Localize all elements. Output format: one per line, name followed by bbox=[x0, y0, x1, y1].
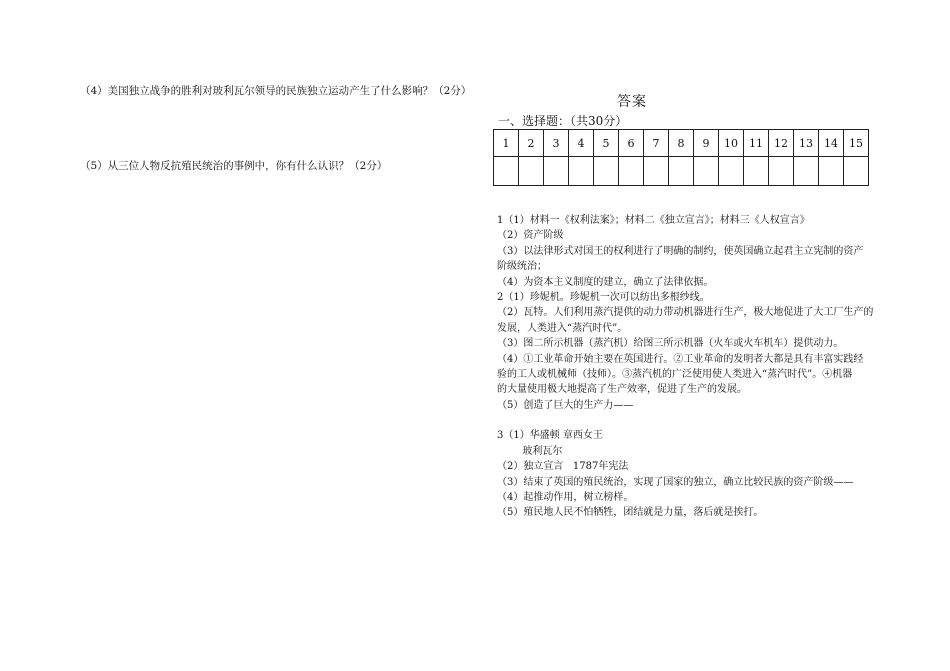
choice-answer-cell bbox=[519, 157, 544, 186]
choice-answer-cell bbox=[669, 157, 694, 186]
choice-number-cell: 9 bbox=[694, 130, 719, 157]
choice-answer-cell bbox=[694, 157, 719, 186]
section-one-heading: 一、选择题：（共30分） bbox=[498, 114, 628, 128]
choice-answer-row bbox=[494, 157, 869, 186]
choice-answer-cell bbox=[544, 157, 569, 186]
choice-number-cell: 10 bbox=[719, 130, 744, 157]
answer-line: 玻利瓦尔 bbox=[497, 445, 563, 457]
answer-line: 的大量使用极大地提高了生产效率，促进了生产的发展。 bbox=[497, 384, 747, 396]
question-5: （5）从三位人物反抗殖民统治的事例中，你有什么认识？（2分） bbox=[80, 160, 388, 172]
choice-answer-cell bbox=[794, 157, 819, 186]
choice-number-cell: 2 bbox=[519, 130, 544, 157]
answer-line: （3）以法律形式对国王的权利进行了明确的制约，使英国确立起君主立宪制的资产 bbox=[497, 245, 864, 257]
choice-answer-cell bbox=[844, 157, 869, 186]
choice-answer-table bbox=[493, 129, 869, 186]
choice-number-cell: 11 bbox=[744, 130, 769, 157]
choice-number-cell: 15 bbox=[844, 130, 869, 157]
choice-answer-cell bbox=[644, 157, 669, 186]
choice-number-cell: 1 bbox=[494, 130, 519, 157]
choice-answer-cell bbox=[819, 157, 844, 186]
choice-answer-cell bbox=[719, 157, 744, 186]
choice-answer-cell bbox=[619, 157, 644, 186]
choice-answer-cell bbox=[569, 157, 594, 186]
answer-line: （3）结束了英国的殖民统治，实现了国家的独立，确立比较民族的资产阶级—— bbox=[497, 476, 854, 488]
question-4: （4）美国独立战争的胜利对玻利瓦尔领导的民族独立运动产生了什么影响？（2分） bbox=[80, 85, 472, 97]
answer-line: （5）殖民地人民不怕牺牲，团结就是力量，落后就是挨打。 bbox=[497, 507, 764, 519]
choice-number-cell: 4 bbox=[569, 130, 594, 157]
choice-answer-cell bbox=[744, 157, 769, 186]
choice-number-cell: 5 bbox=[594, 130, 619, 157]
spacer bbox=[497, 413, 905, 428]
answer-line: 2（1）珍妮机。珍妮机一次可以纺出多根纱线。 bbox=[497, 291, 710, 303]
answer-line: （2）资产阶级 bbox=[497, 230, 564, 242]
answer-line: 3（1）华盛顿 章西女王 bbox=[497, 430, 603, 442]
answer-line: 阶级统治； bbox=[497, 261, 547, 273]
choice-number-cell: 8 bbox=[669, 130, 694, 157]
answer-title: 答案 bbox=[617, 94, 647, 110]
answer-line: （2）独立宣言 1787年宪法 bbox=[497, 461, 629, 473]
choice-answer-cell bbox=[594, 157, 619, 186]
answer-line: 验的工人或机械师（技师）。③蒸汽机的广泛使用使人类进入“蒸汽时代”。④机器 bbox=[497, 368, 853, 380]
answer-key bbox=[497, 213, 905, 521]
choice-number-cell: 13 bbox=[794, 130, 819, 157]
answer-line: （4）起推动作用，树立榜样。 bbox=[497, 492, 634, 504]
choice-number-cell: 6 bbox=[619, 130, 644, 157]
choice-number-cell: 14 bbox=[819, 130, 844, 157]
choice-number-cell: 7 bbox=[644, 130, 669, 157]
answer-line: （4）为资本主义制度的建立，确立了法律依据。 bbox=[497, 276, 714, 288]
answer-line: （3）图二所示机器（蒸汽机）给图三所示机器（火车或火车机车）提供动力。 bbox=[497, 338, 844, 350]
choice-answer-cell bbox=[769, 157, 794, 186]
choice-number-row bbox=[494, 130, 869, 157]
answer-line: 发展，人类进入“蒸汽时代”。 bbox=[497, 322, 628, 334]
answer-line: （2）瓦特。人们利用蒸汽提供的动力带动机器进行生产，极大地促进了大工厂生产的 bbox=[497, 307, 874, 319]
choice-number-cell: 3 bbox=[544, 130, 569, 157]
choice-answer-cell bbox=[494, 157, 519, 186]
choice-number-cell: 12 bbox=[769, 130, 794, 157]
answer-line: （4）①工业革命开始主要在英国进行。②工业革命的发明者大都是具有丰富实践经 bbox=[497, 353, 864, 365]
answer-line: 1（1）材料一《权利法案》；材料二《独立宣言》；材料三《人权宣言》 bbox=[497, 215, 810, 226]
answer-line: （5）创造了巨大的生产力—— bbox=[497, 399, 634, 411]
